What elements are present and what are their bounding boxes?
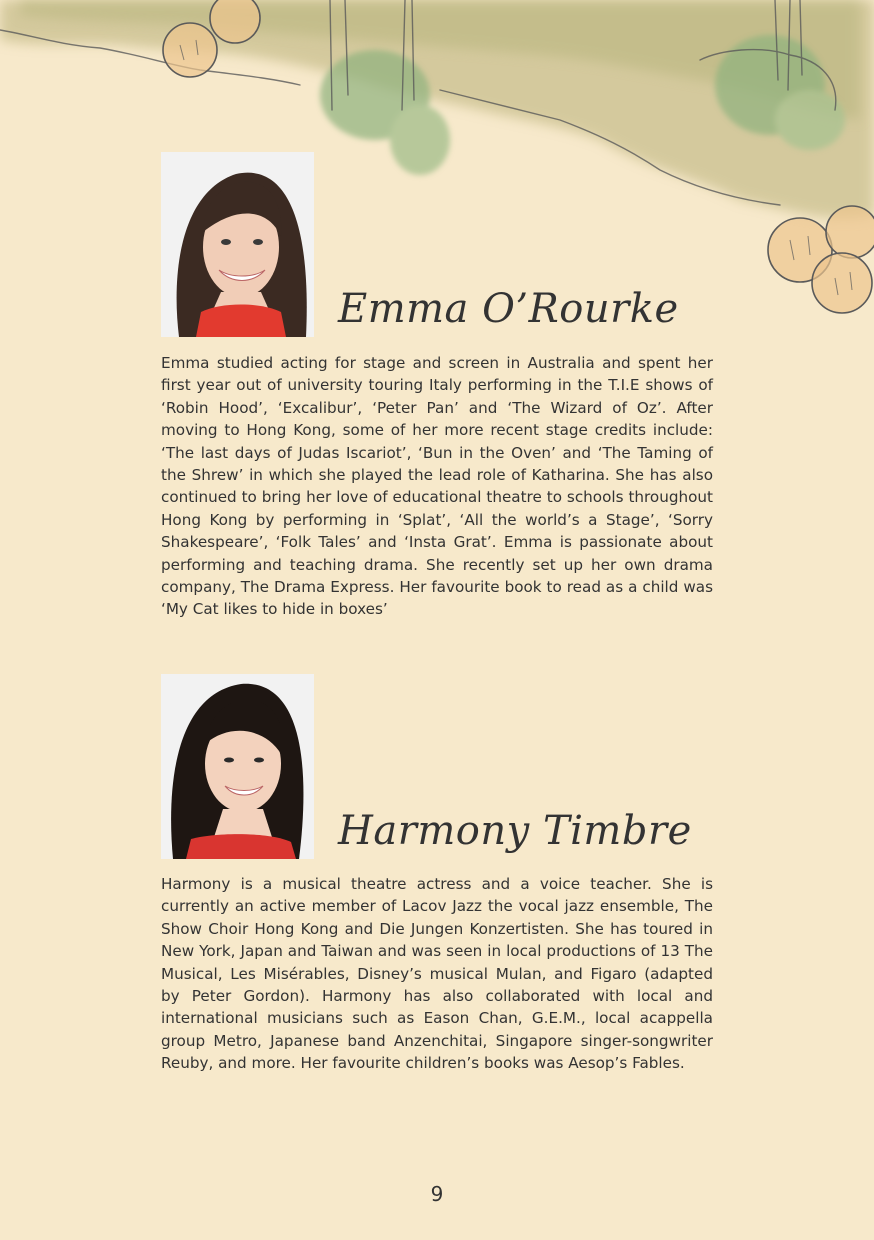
page-number: 9 xyxy=(430,1182,444,1206)
profile-bio: Harmony is a musical theatre actress and a voice teacher. She is currently an active member of Lacov Jazz the vocal jazz ensemble, The Show Choir Hong Kong and Die Jungen Konzertisten. She has toured in New York, Japan and Taiwan and was seen in local productions of 13 The Musical, Les Misérables, Disney’s musical Mulan, and Figaro (adapted by Peter Gordon). Harmony has also collaborated with local and international musicians such as Eason Chan, G.E.M., local acappella group Metro, Japanese band Anzenchitai, Singapore singer-songwriter Reuby, and more. Her favourite children’s books was Aesop’s Fables. xyxy=(161,875,713,1073)
profile-name: Harmony Timbre xyxy=(338,808,692,854)
profile-bio: Emma studied acting for stage and screen in Australia and spent her first year out of university touring Italy performing in the T.I.E shows of ‘Robin Hood’, ‘Excalibur’, ‘Peter Pan’ and ‘The Wizard of Oz’. After moving to Hong Kong, some of her more recent stage credits include: ‘The last days of Judas Iscariot’, ‘Bun in the Oven’ and ‘The Taming of the Shrew’ in which she played the lead role of Katharina. She has also continued to bring her love of educational theatre to schools throughout Hong Kong by performing in ‘Splat’, ‘All the world’s a Stage’, ‘Sorry Shakespeare’, ‘Folk Tales’ and ‘Insta Grat’. Emma is passionate about performing and teaching drama. She recently set up her own drama company, The Drama Express. Her favourite book to read as a child was ‘My Cat likes to hide in boxes’ xyxy=(161,354,713,619)
profile-name: Emma O’Rourke xyxy=(338,286,679,332)
portrait-emma-photo xyxy=(161,152,314,337)
portrait-harmony-photo xyxy=(161,674,314,859)
watercolor-tree-illustration xyxy=(0,0,874,320)
